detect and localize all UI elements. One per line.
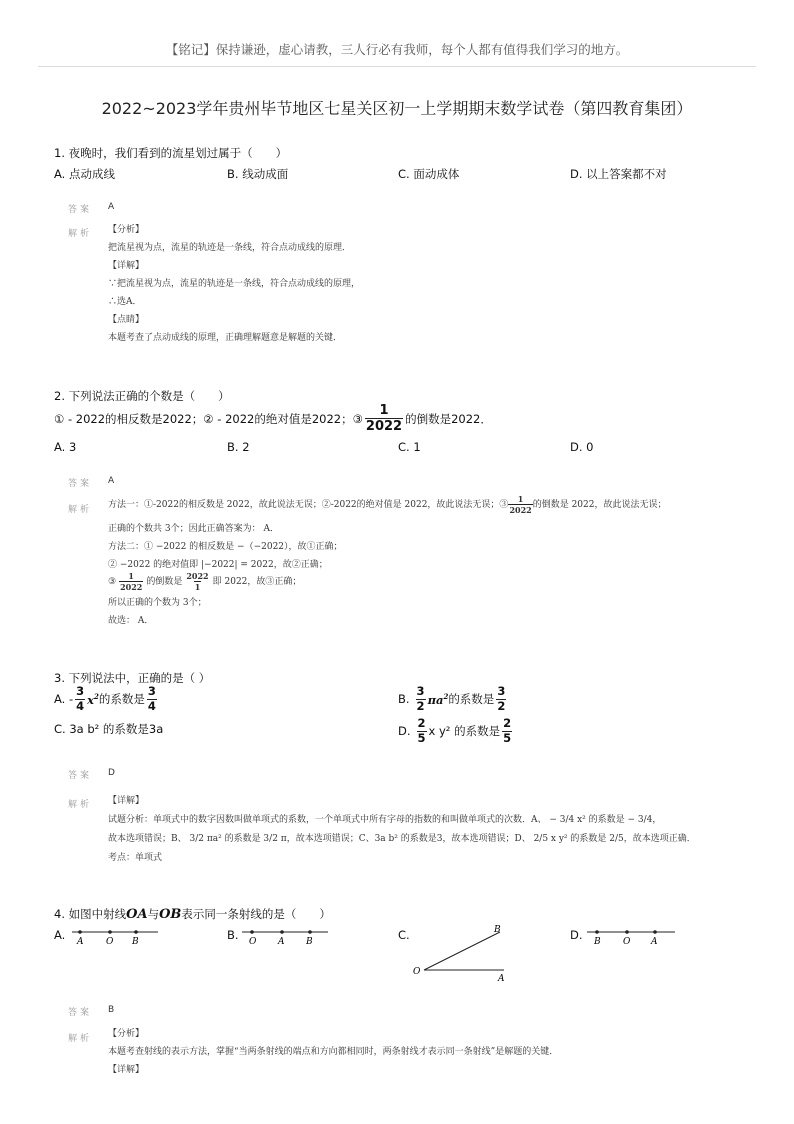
motto: 【铭记】保持谦逊，虚心请教，三人行必有我师，每个人都有值得我们学习的地方。 <box>165 42 629 57</box>
denominator: 1 <box>194 582 201 592</box>
q2-answer: A <box>108 476 115 486</box>
option-text: A. - <box>54 692 74 706</box>
point-label: B <box>594 937 601 946</box>
q3-option-a: A. - $\frac{3}{4}$ $x^2$ 的系数是 $\frac{3}{4}$ <box>54 684 156 713</box>
q4-option-a: A. <box>54 928 66 942</box>
numerator: 1 <box>128 571 134 581</box>
q3-analysis <box>108 792 696 868</box>
stem-text: 4. 如图中射线 <box>54 907 127 921</box>
q4-figure-d <box>585 924 677 946</box>
numerator: 1 <box>517 494 524 504</box>
q4-option-b: B. <box>227 928 239 942</box>
q4-option-d: D. <box>570 928 583 942</box>
q2-statements <box>54 404 492 433</box>
analysis-line: 【分析】 <box>108 225 145 235</box>
q2-analysis-line-2: 正确的个数共 3个；因此正确答案为： A． <box>108 524 279 534</box>
denominator: 2022 <box>120 582 143 592</box>
fraction <box>185 572 209 591</box>
q1-option-b: B. 线动成面 <box>227 167 289 181</box>
option-text: 的系数是 <box>448 692 495 706</box>
analysis-line: 【详解】 <box>108 796 145 806</box>
analysis-text: 的倒数是 <box>146 576 183 587</box>
q2-answer-label: 答案 <box>68 479 93 489</box>
analysis-line: ∵把流星视为点，流星的轨迹是一条线，符合点动成线的原理， <box>108 279 361 289</box>
q4-analysis <box>108 1025 558 1079</box>
analysis-line: 【详解】 <box>108 1065 145 1075</box>
point-label: O <box>623 937 631 946</box>
option-text: B. <box>398 692 410 706</box>
point-label: A <box>278 937 285 946</box>
q2-option-b: B. 2 <box>227 440 250 454</box>
q2-analysis-line-6: 所以正确的个数为 3个； <box>108 598 207 608</box>
q3-option-c: C. 3a b² 的系数是3a <box>54 722 164 736</box>
q1-analysis <box>108 221 360 347</box>
q2-option-c: C. 1 <box>398 440 421 454</box>
q1-answer-label: 答案 <box>68 205 93 215</box>
analysis-text: 的倒数是 2022，故此说法无误； <box>532 499 667 510</box>
q1-answer: A <box>108 202 115 212</box>
numerator: 1 <box>379 403 389 418</box>
q2-analysis-line-5 <box>108 572 301 591</box>
option-text: x y² 的系数是 <box>428 724 501 738</box>
point-label: B <box>494 925 501 935</box>
q2-analysis-line-1 <box>108 495 666 514</box>
q2-statement-text: ① - 2022的相反数是2022；② - 2022的绝对值是2022；③ <box>54 411 363 426</box>
option-text: D. <box>398 724 411 738</box>
analysis-text: 即 2022，故③正确； <box>212 576 302 587</box>
q2-analysis-line-7: 故选： A． <box>108 616 154 626</box>
q2-option-d: D. 0 <box>570 440 594 454</box>
analysis-line: 【详解】 <box>108 261 145 271</box>
q3-analysis-label: 解析 <box>68 800 93 810</box>
ray-oa: OA <box>126 907 148 922</box>
point-label: A <box>498 974 505 984</box>
q4-answer: B <box>108 1005 115 1015</box>
divider <box>38 66 756 67</box>
q2-option-a: A. 3 <box>54 440 77 454</box>
q3-answer-label: 答案 <box>68 771 93 781</box>
point-label: O <box>106 937 114 946</box>
q4-figure-a <box>70 924 160 946</box>
stem-text: 与 <box>147 907 160 921</box>
q4-analysis-label: 解析 <box>68 1034 93 1044</box>
denominator: 2022 <box>365 419 403 434</box>
q3-answer: D <box>108 768 115 778</box>
fraction: $\frac{3}{4}$ <box>76 684 85 713</box>
point-label: A <box>651 937 658 946</box>
analysis-line: 故本选项错误；B、 3/2 πa² 的系数是 3/2 π，故本选项错误；C、3a b² 的系数是3，故本选项错误；D、 2/5 x y² 的系数是 2/5，故本选项正确． <box>108 834 696 844</box>
q3-stem: 3. 下列说法中，正确的是（ ） <box>54 671 211 685</box>
fraction: $\frac{3}{2}$ <box>497 684 506 713</box>
fraction: $\frac{3}{2}$ <box>416 684 425 713</box>
fraction <box>508 495 532 514</box>
ray-ob: OB <box>159 907 182 922</box>
point-label: O <box>249 937 257 946</box>
fraction <box>119 572 143 591</box>
q2-analysis-label: 解析 <box>68 505 93 515</box>
analysis-line: 试题分析：单项式中的数字因数叫做单项式的系数，一个单项式中所有字母的指数的和叫做单项式的次数．A、 − 3/4 x² 的系数是 − 3/4， <box>108 815 662 825</box>
q2-fraction <box>365 404 403 433</box>
q1-stem: 1. 夜晚时，我们看到的流星划过属于（ ） <box>54 146 288 160</box>
analysis-line: 本题考查了点动成线的原理，正确理解题意是解题的关键． <box>108 333 343 343</box>
analysis-text: ③ <box>108 576 117 587</box>
q3-option-d <box>398 718 512 744</box>
q1-option-c: C. 面动成体 <box>398 167 460 181</box>
q1-option-a: A. 点动成线 <box>54 167 115 181</box>
q2-stem: 2. 下列说法正确的个数是（ ） <box>54 389 230 403</box>
q2-analysis-line-3: 方法二：① −2022 的相反数是 −（−2022），故①正确； <box>108 542 343 552</box>
denominator: 2022 <box>509 505 532 515</box>
analysis-line: 【点睛】 <box>108 315 145 325</box>
fraction: $\frac{3}{4}$ <box>147 684 156 713</box>
q1-option-d: D. 以上答案都不对 <box>570 167 667 181</box>
q4-stem <box>54 906 331 922</box>
analysis-line: 考点：单项式 <box>108 853 163 863</box>
point-label: B <box>306 937 313 946</box>
numerator: 2022 <box>186 571 209 581</box>
q4-answer-label: 答案 <box>68 1008 93 1018</box>
analysis-text: 方法一：①-2022的相反数是 2022，故此说法无误；②-2022的绝对值是 2022，故此说法无误；③ <box>108 499 509 510</box>
fraction: $\frac{2}{5}$ <box>417 716 426 745</box>
q4-option-c: C. <box>398 928 410 942</box>
q2-analysis-line-4: ② −2022 的绝对值即 |−2022| = 2022，故②正确； <box>108 560 328 570</box>
point-label: O <box>413 967 421 977</box>
option-text: 的系数是 <box>98 692 145 706</box>
fraction: $\frac{2}{5}$ <box>503 716 512 745</box>
q3-option-b: B. $\frac{3}{2}$ $\pi a^2$ 的系数是 $\frac{3}{2}$ <box>398 684 506 713</box>
analysis-line: 本题考查射线的表示方法，掌握“当两条射线的端点和方向都相同时，两条射线才表示同一条射线”是解题的关键． <box>108 1047 559 1057</box>
analysis-line: 【分析】 <box>108 1029 145 1039</box>
point-label: A <box>77 937 84 946</box>
stem-text: 表示同一条射线的是（ ） <box>181 907 331 921</box>
point-label: B <box>132 937 139 946</box>
q4-figure-c <box>408 922 508 984</box>
analysis-line: ∴选A． <box>108 297 142 307</box>
q1-analysis-label: 解析 <box>68 229 93 239</box>
analysis-line: 把流星视为点，流星的轨迹是一条线，符合点动成线的原理． <box>108 243 352 253</box>
q4-figure-b <box>240 924 330 946</box>
page-title: 2022~2023学年贵州毕节地区七星关区初一上学期期末数学试卷（第四教育集团） <box>101 99 693 118</box>
q2-statement-end: 的倒数是2022． <box>405 411 492 426</box>
